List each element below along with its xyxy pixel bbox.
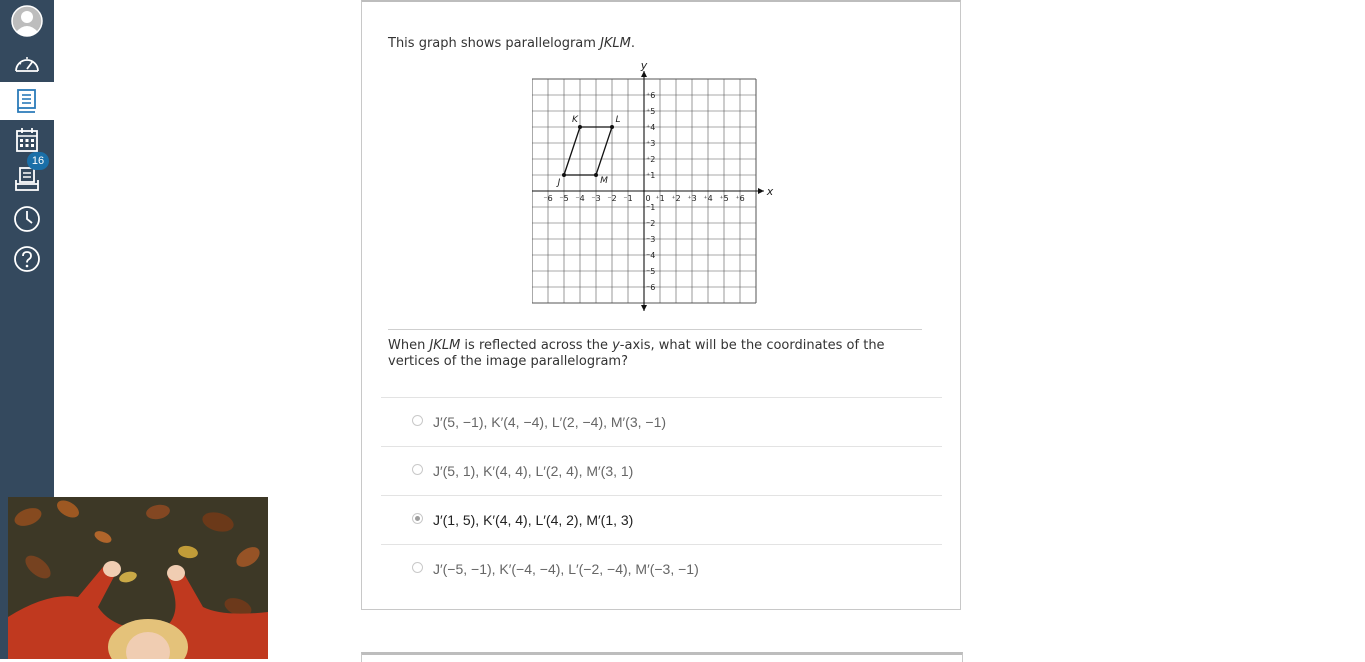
option-label: J′(5, −1), K′(4, −4), L′(2, −4), M′(3, −1) [433, 414, 667, 430]
y-tick-label: ⁻2 [646, 219, 656, 228]
x-tick-label: ⁺6 [735, 194, 745, 203]
y-tick-label: ⁻6 [646, 283, 656, 292]
y-tick-label: ⁺2 [646, 155, 656, 164]
calendar-icon [15, 127, 39, 153]
x-tick-label: ⁻6 [543, 194, 553, 203]
x-axis-label: x [766, 185, 774, 198]
background-photo [8, 497, 268, 659]
avatar-icon [11, 5, 43, 37]
radio-button-selected[interactable] [412, 513, 423, 524]
x-tick-label: ⁺2 [671, 194, 681, 203]
answer-option-1[interactable] [381, 397, 942, 446]
vertex-label: K [572, 115, 578, 125]
option-label: J′(1, 5), K′(4, 4), L′(4, 2), M′(1, 3) [433, 512, 634, 528]
answer-option-3[interactable] [381, 495, 942, 544]
vertex-label: J [557, 178, 561, 188]
vertex-point [594, 173, 598, 177]
x-tick-label: ⁻3 [591, 194, 601, 203]
radio-button[interactable] [412, 562, 423, 573]
clock-icon [13, 205, 41, 233]
y-tick-label: ⁻3 [646, 235, 656, 244]
notebook-icon [16, 88, 38, 114]
sidebar-item-dashboard[interactable] [0, 44, 54, 82]
y-tick-label: ⁺6 [646, 91, 656, 100]
y-tick-label: ⁺1 [646, 171, 656, 180]
notification-badge: 16 [27, 152, 49, 170]
answer-option-2[interactable] [381, 446, 942, 495]
y-axis-arrow-down [641, 305, 647, 311]
speedometer-icon [13, 52, 41, 74]
sidebar-item-inbox[interactable] [0, 155, 54, 198]
vertex-point [562, 173, 566, 177]
x-axis-arrow-right [758, 188, 764, 194]
option-label: J′(5, 1), K′(4, 4), L′(2, 4), M′(3, 1) [433, 463, 634, 479]
y-tick-label: ⁻5 [646, 267, 656, 276]
x-tick-label: ⁺3 [687, 194, 697, 203]
y-axis-label: y [640, 62, 648, 72]
y-tick-label: ⁻4 [646, 251, 656, 260]
x-tick-label: ⁻5 [559, 194, 569, 203]
radio-button[interactable] [412, 415, 423, 426]
parallelogram-jklm [564, 127, 612, 175]
radio-button[interactable] [412, 464, 423, 475]
y-tick-label: ⁺5 [646, 107, 656, 116]
sidebar-item-profile[interactable] [0, 2, 54, 40]
sidebar-item-help[interactable] [0, 240, 54, 278]
y-tick-label: ⁺4 [646, 123, 656, 132]
vertex-label: M [600, 176, 608, 186]
origin-label: 0 [645, 194, 651, 203]
vertex-point [578, 125, 582, 129]
x-tick-label: ⁺5 [719, 194, 729, 203]
question-card [361, 0, 961, 610]
graph-prompt: This graph shows parallelogram JKLM. [388, 36, 636, 51]
x-tick-label: ⁺1 [655, 194, 665, 203]
help-icon [13, 245, 41, 273]
sidebar-item-courses[interactable] [0, 82, 54, 120]
divider [388, 329, 922, 330]
coordinate-graph [532, 62, 792, 312]
x-tick-label: ⁻4 [575, 194, 585, 203]
option-label: J′(−5, −1), K′(−4, −4), L′(−2, −4), M′(−3, −1) [433, 561, 699, 577]
y-tick-label: ⁻1 [646, 203, 656, 212]
x-tick-label: ⁻1 [623, 194, 633, 203]
x-tick-label: ⁺4 [703, 194, 713, 203]
sidebar-item-history[interactable] [0, 200, 54, 238]
vertex-point [610, 125, 614, 129]
question-stem: When JKLM is reflected across the y-axis, what will be the coordinates of the vertices of the image parallelogram? [388, 338, 885, 369]
next-question-card [361, 652, 963, 662]
y-tick-label: ⁺3 [646, 139, 656, 148]
x-tick-label: ⁻2 [607, 194, 617, 203]
answer-option-4[interactable] [381, 544, 942, 593]
vertex-label: L [615, 115, 621, 125]
